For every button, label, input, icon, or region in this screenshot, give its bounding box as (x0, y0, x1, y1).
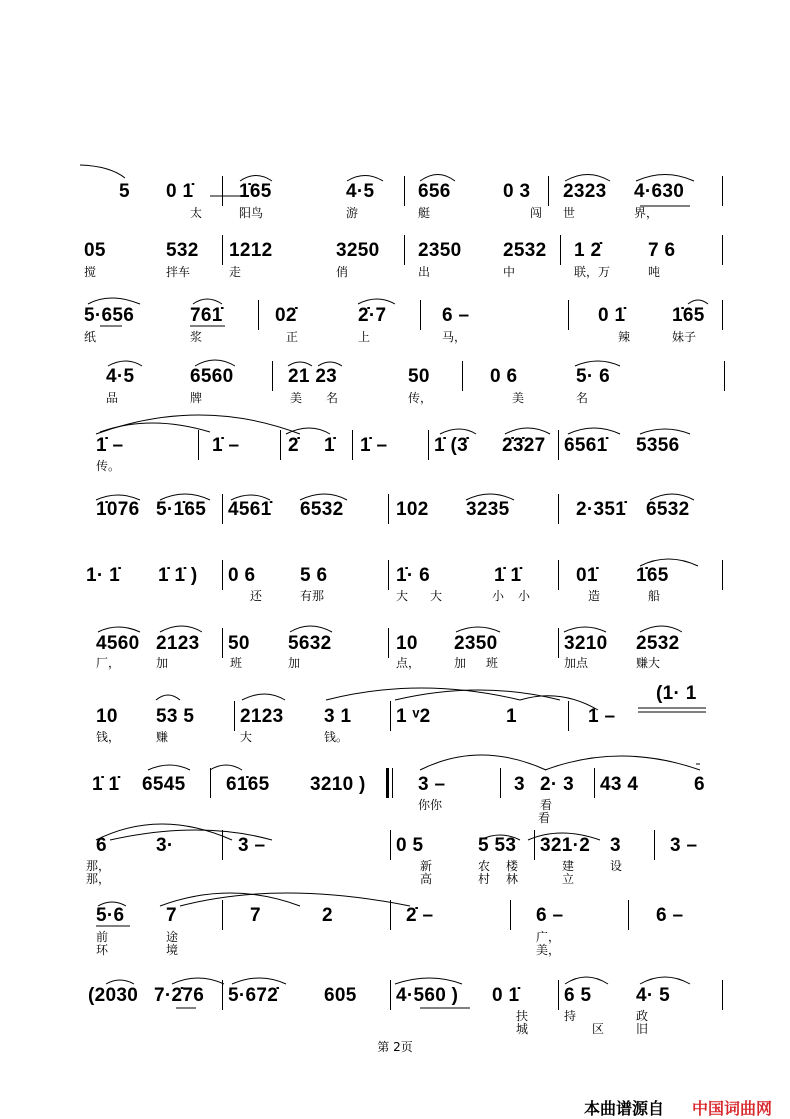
note: 6 – (536, 905, 564, 926)
bar-line (390, 701, 391, 731)
bar-line (722, 980, 723, 1010)
note: 3 (610, 835, 621, 856)
lyric: 你 (430, 798, 443, 812)
lyric: 马， (442, 330, 467, 344)
note: 5 53 (478, 835, 517, 856)
note: 6545 (142, 774, 186, 795)
bar-line (724, 361, 725, 391)
bar-line (390, 830, 391, 860)
lyric: 钱， (96, 730, 121, 744)
lyric: 太 (190, 206, 203, 220)
lyric: 持 (564, 1009, 577, 1023)
note: 2̇3̇27 (502, 435, 546, 456)
lyric: 加点 (564, 656, 589, 670)
note: 2532 (503, 240, 547, 261)
note: 0 1̇ (166, 181, 194, 202)
bar-line (404, 235, 405, 265)
slur-arc (640, 626, 682, 632)
slur-arc (160, 626, 202, 632)
note: 2̇ (288, 435, 299, 456)
slur-arc (88, 298, 140, 304)
bar-line (548, 176, 549, 206)
note: 5 6 (300, 565, 328, 586)
repeat-bar-line (386, 768, 389, 798)
slur-arc (395, 978, 462, 984)
lyric: 村 (478, 872, 491, 886)
bar-line (428, 430, 429, 460)
lyric: 船 (648, 589, 661, 603)
note: 5632 (288, 633, 332, 654)
lyric: 扶 (516, 1009, 529, 1023)
bar-line (222, 176, 223, 206)
note: 6 – (442, 305, 470, 326)
note: 605 (324, 985, 357, 1006)
bar-line (258, 300, 259, 330)
lyric: 钱。 (324, 730, 349, 744)
note: 3· (156, 835, 174, 856)
slur-arc (242, 694, 285, 700)
bar-line (722, 560, 723, 590)
slur-arc (210, 765, 242, 770)
lyric: 名 (326, 391, 339, 405)
note: 0 1̇ (598, 305, 626, 326)
note: 3 – (238, 835, 266, 856)
note: 6532 (300, 499, 344, 520)
note: 4·5 (346, 181, 375, 202)
note: 50 (408, 366, 430, 387)
note: 2323 (563, 181, 607, 202)
note: 3210 ) (310, 774, 366, 795)
lyric: 那， (86, 859, 111, 873)
note: 7 (166, 905, 177, 926)
slur-arc (640, 429, 690, 434)
lyric: 正 (286, 330, 299, 344)
note: 1̇ – (96, 435, 124, 456)
note: 4·630 (634, 181, 685, 202)
lyric: 搅 (84, 265, 97, 279)
lyric: 厂， (96, 656, 121, 670)
bar-line (594, 768, 595, 798)
note: 761̇ (190, 305, 223, 326)
note: 2 (322, 905, 333, 926)
bar-line (510, 900, 511, 930)
lyric: 界， (634, 206, 659, 220)
lyric: 境 (166, 943, 179, 957)
note: 321·2 (540, 835, 591, 856)
bar-line (390, 980, 391, 1010)
slur-arc (160, 893, 300, 906)
lyric: 楼 (506, 859, 519, 873)
lyric: 看 (540, 798, 553, 812)
lyric: 小 (492, 589, 505, 603)
bar-line (222, 900, 223, 930)
lyric: 建 (562, 859, 575, 873)
note: 2·351̇ (576, 499, 627, 520)
note: 02̇ (275, 305, 297, 326)
lyric: 大 (396, 589, 409, 603)
lyric: 那， (86, 872, 111, 886)
note: 3 1 (324, 706, 352, 727)
lyric: 闯 (530, 206, 543, 220)
note: 1̇65 (239, 181, 272, 202)
lyric: 大 (430, 589, 443, 603)
lyric: 立 (562, 872, 575, 886)
note: 2· 3 (540, 774, 574, 795)
bar-line (558, 494, 559, 524)
note: 21 23 (288, 366, 338, 387)
bar-line (654, 830, 655, 860)
bar-line (352, 430, 353, 460)
bar-line (210, 768, 211, 798)
note: 1212 (229, 240, 273, 261)
slur-arc (106, 980, 134, 984)
bar-line (722, 300, 723, 330)
lyric: 班 (486, 656, 499, 670)
bar-line (222, 235, 223, 265)
lyric: 游 (346, 206, 359, 220)
note: 2532 (636, 633, 680, 654)
bar-line (534, 830, 535, 860)
note: 0 3 (503, 181, 531, 202)
lyric: 途 (166, 930, 179, 944)
note: 7 (250, 905, 261, 926)
lyric: 设 (610, 859, 623, 873)
lyric: 传。 (96, 459, 121, 473)
note: 2350 (454, 633, 498, 654)
lyric: 还 (250, 589, 263, 603)
note: 0 6 (490, 366, 518, 387)
note: 5·672̇ (228, 985, 279, 1006)
note: 3250 (336, 240, 380, 261)
lyric: 俏 (336, 265, 349, 279)
slur-arc (568, 428, 620, 434)
note: 2123 (156, 633, 200, 654)
lyric: 吨 (648, 265, 661, 279)
lyric: 城 (516, 1022, 529, 1036)
lyric: 班 (230, 656, 243, 670)
bar-line (500, 768, 501, 798)
note: 6 (96, 835, 107, 856)
lyric: 你 (418, 798, 431, 812)
note: 1̇ 1̇ ) (158, 565, 198, 586)
lyric: 浆 (190, 330, 203, 344)
lyric: 纸 (84, 330, 97, 344)
bar-line (280, 430, 281, 460)
bar-line (462, 361, 463, 391)
note: 3 – (670, 835, 698, 856)
note: 5· 6 (576, 366, 610, 387)
lyric: 赚大 (636, 656, 661, 670)
lyric: 点， (396, 656, 421, 670)
lyric: 广， (536, 930, 561, 944)
note: 5·656 (84, 305, 135, 326)
bar-line (558, 430, 559, 460)
lyric: 区 (592, 1022, 605, 1036)
lyric: 小 (518, 589, 531, 603)
lyric: 名 (576, 391, 589, 405)
note: 43 4 (600, 774, 639, 795)
note: 0 6 (228, 565, 256, 586)
bar-line (222, 980, 223, 1010)
lyric: 造 (588, 589, 601, 603)
bar-line (558, 980, 559, 1010)
note: 532 (166, 240, 199, 261)
note: 50 (228, 633, 250, 654)
slur-arc (358, 299, 395, 304)
lyric: 美 (512, 391, 525, 405)
bar-line (222, 830, 223, 860)
slur-arc (440, 429, 476, 434)
note: 5356 (636, 435, 680, 456)
bar-line (628, 900, 629, 930)
note: 102 (396, 499, 429, 520)
note: 53 5 (156, 706, 195, 727)
note: 5·6 (96, 905, 125, 926)
lyric: 妹子 (672, 330, 697, 344)
bar-line (560, 235, 561, 265)
note: 2̇·7 (358, 305, 387, 326)
note: 0 5 (396, 835, 424, 856)
bar-line (568, 300, 569, 330)
note: 1̇ – (360, 435, 388, 456)
bar-line (558, 560, 559, 590)
bar-line (390, 900, 391, 930)
note: 0 1̇ (492, 985, 520, 1006)
slur-arc (420, 755, 546, 770)
note: 5·1̇65 (156, 499, 207, 520)
note: 3210 (564, 633, 608, 654)
bar-line (388, 494, 389, 524)
note: 1̇ 1̇ (494, 565, 522, 586)
lyric: 政 (636, 1009, 649, 1023)
note: 05 (84, 240, 106, 261)
brand-link[interactable]: 中国词曲网 (692, 1099, 773, 1118)
slur-arc (290, 626, 332, 632)
note: 6 5 (564, 985, 592, 1006)
lyric: 世 (563, 206, 576, 220)
lyric: 辣 (618, 330, 631, 344)
slur-arc (232, 978, 286, 984)
bar-line (234, 701, 235, 731)
note: 3 (514, 774, 525, 795)
note: 61̇65 (226, 774, 270, 795)
note: 1̇ (3̇ (434, 435, 468, 456)
slur-arc (80, 165, 125, 178)
note: 4·560 ) (396, 985, 459, 1006)
lyric: 加 (454, 656, 467, 670)
lyric: 美 (290, 391, 303, 405)
slur-arc (156, 695, 180, 700)
note: 1̇ 1̇ (92, 774, 120, 795)
note: 2350 (418, 240, 462, 261)
note: 656 (418, 181, 451, 202)
note: 1̇65 (636, 565, 669, 586)
note: 2̇ – (406, 905, 434, 926)
note: 1 2̇ (574, 240, 602, 261)
note: 5 (119, 181, 130, 202)
lyric: 赚 (156, 730, 169, 744)
lyric: 加 (288, 656, 301, 670)
slur-arc (148, 765, 190, 770)
note: 6 (694, 774, 705, 795)
note: 10 (96, 706, 118, 727)
lyric: 美， (536, 943, 561, 957)
slur-arc (193, 299, 222, 304)
note: 1̇ (324, 435, 335, 456)
bar-line (388, 628, 389, 658)
note: 3235 (466, 499, 510, 520)
note: 6 – (656, 905, 684, 926)
lyric: 牌 (190, 391, 203, 405)
lyric: 农 (478, 859, 491, 873)
lyric: 品 (106, 391, 119, 405)
lyric: 出 (418, 265, 431, 279)
note: 10 (396, 633, 418, 654)
lyric: 有那 (300, 589, 325, 603)
lyric: 艇 (418, 206, 431, 220)
note: 6532 (646, 499, 690, 520)
note: 1̇076 (96, 499, 140, 520)
lyric: 看 (538, 811, 551, 825)
lyric: 新 (420, 859, 433, 873)
note: 6560 (190, 366, 234, 387)
note: 1 ᵛ2 (396, 706, 431, 727)
note: 6561̇ (564, 435, 608, 456)
lyric: 传， (408, 391, 433, 405)
slur-arc (286, 428, 330, 434)
note: 4· 5 (636, 985, 670, 1006)
note: 4561̇ (228, 499, 272, 520)
note: 2123 (240, 706, 284, 727)
slur-arc (688, 300, 708, 304)
bar-line (392, 768, 393, 798)
lyric: 中 (503, 265, 516, 279)
lyric: 拌车 (166, 265, 191, 279)
note: (2030 (88, 985, 139, 1006)
lyric: 旧 (636, 1022, 649, 1036)
note: 1 (506, 706, 517, 727)
slur-arc (505, 428, 550, 434)
bar-line (272, 361, 273, 391)
slur-arc (564, 627, 606, 632)
lyric: 高 (420, 872, 433, 886)
bar-line (222, 560, 223, 590)
bar-line (722, 235, 723, 265)
lyric: 走 (229, 265, 242, 279)
note: 4560 (96, 633, 140, 654)
lyric: 加 (156, 656, 169, 670)
source-label: 本曲谱源自 (584, 1099, 665, 1118)
note: 3 – (418, 774, 446, 795)
bar-line (388, 560, 389, 590)
lyric: 大 (240, 730, 253, 744)
bar-line (722, 176, 723, 206)
lyric: 阳鸟 (239, 206, 264, 220)
slur-arc (100, 423, 210, 432)
lyric: 环 (96, 943, 109, 957)
page-number: 第 2页 (377, 1040, 413, 1054)
bar-line (222, 494, 223, 524)
bar-line (558, 628, 559, 658)
slur-arc (565, 977, 608, 984)
slur-arc (456, 627, 500, 632)
bar-line (198, 430, 199, 460)
slur-arc (545, 756, 700, 770)
bar-line (404, 176, 405, 206)
note: 1̇· 6 (396, 565, 430, 586)
lyric: 联，万 (574, 265, 611, 279)
note: 1· 1̇ (86, 565, 120, 586)
lyric: 上 (358, 330, 371, 344)
note: 7 6 (648, 240, 676, 261)
slur-arc (640, 977, 690, 984)
note: (1· 1 (656, 683, 697, 704)
note: 4·5 (106, 366, 135, 387)
note: 01̇ (576, 565, 598, 586)
bar-line (222, 628, 223, 658)
lyric: 林 (506, 872, 519, 886)
note: 1̇65 (672, 305, 705, 326)
lyric: 前 (96, 930, 109, 944)
slur-arc (172, 978, 224, 984)
note: 1̇ – (212, 435, 240, 456)
slur-arc (98, 627, 140, 632)
bar-line (420, 300, 421, 330)
note: 7·2̇76 (154, 985, 205, 1006)
bar-line (568, 701, 569, 731)
slur-arc (520, 696, 598, 710)
note: 1 – (588, 706, 616, 727)
